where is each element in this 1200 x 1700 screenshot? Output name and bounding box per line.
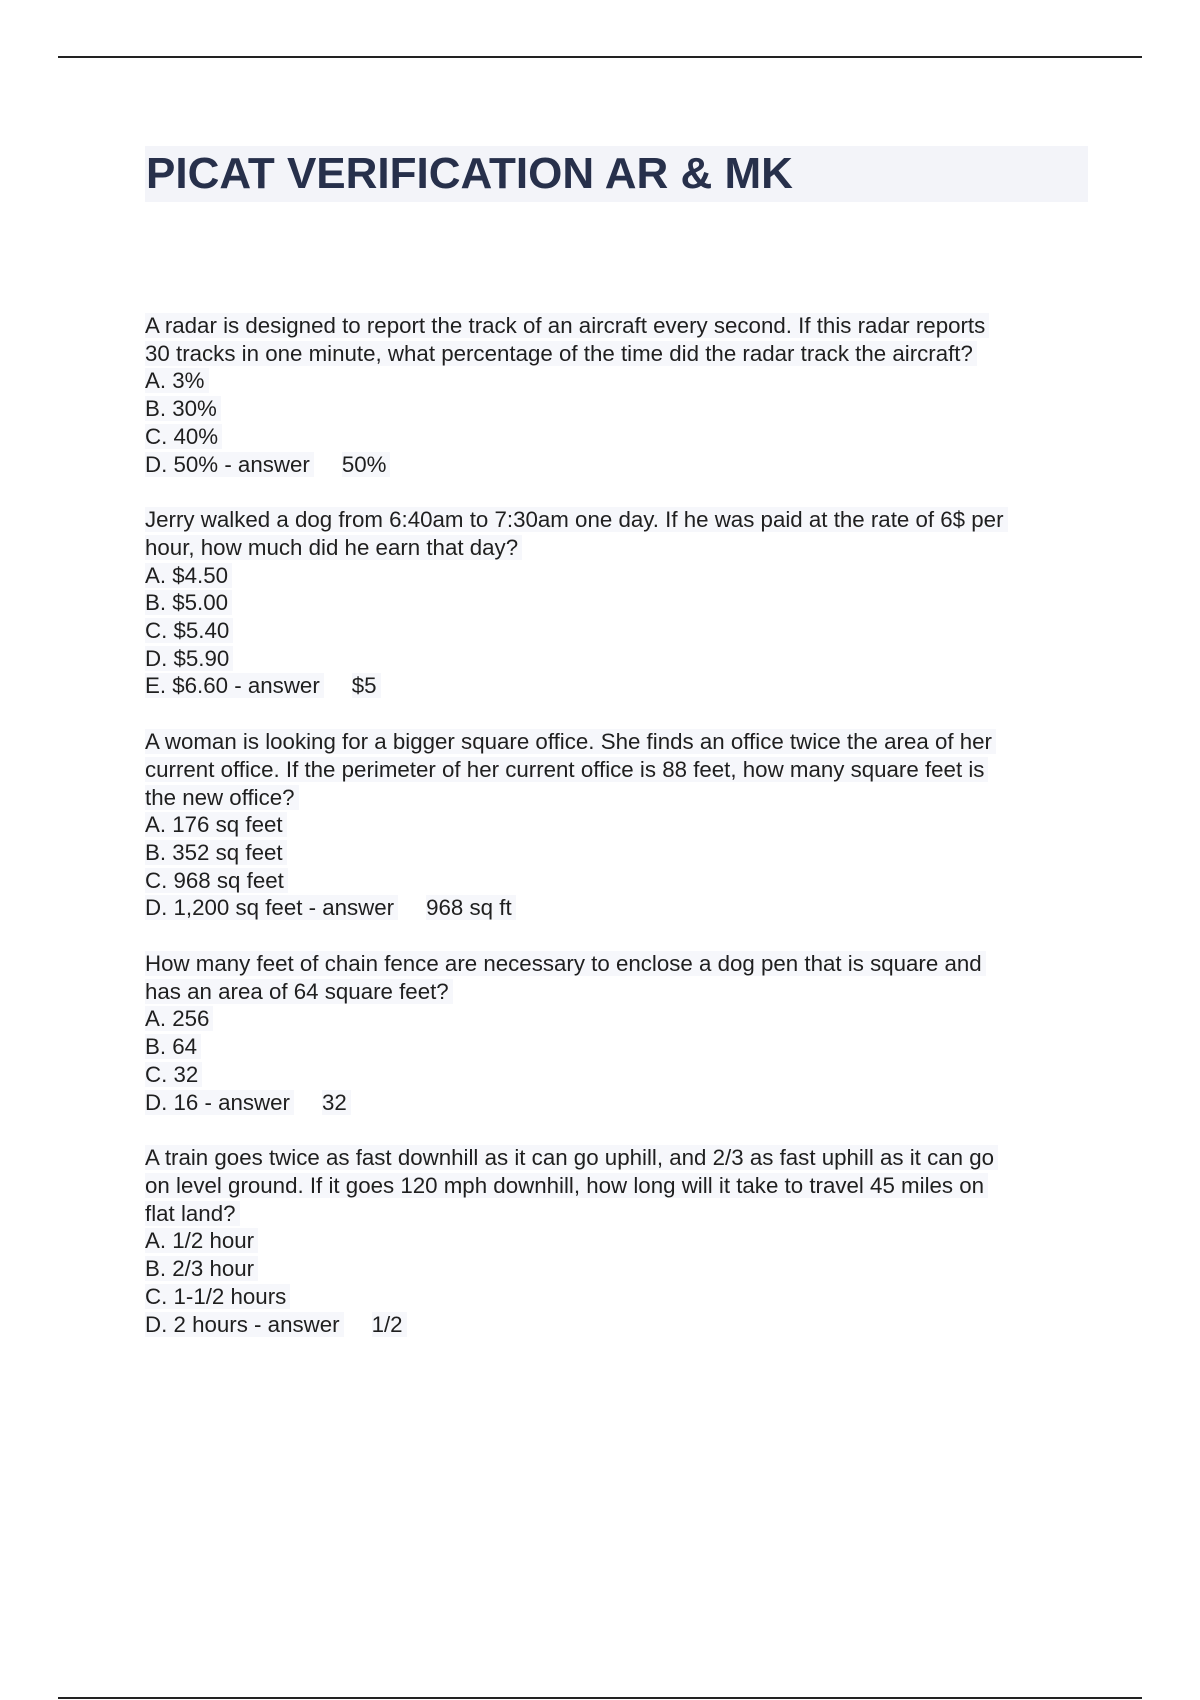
answer-option: C. 1-1/2 hours [145,1284,290,1309]
answer-option: D. 2 hours - answer [145,1312,344,1337]
questions-list [145,312,1090,1366]
question-block [145,1144,1090,1338]
answer-option: D. $5.90 [145,646,233,671]
question-text-line: flat land? [145,1201,240,1226]
correct-answer: 50% [342,452,391,477]
answer-option: D. 1,200 sq feet - answer [145,895,398,920]
correct-answer: 32 [322,1090,351,1115]
answer-option: A. 3% [145,368,209,393]
answer-option: B. 30% [145,396,221,421]
question-block [145,506,1090,700]
question-block [145,312,1090,478]
question-text-line: current office. If the perimeter of her current office is 88 feet, how many square feet is [145,757,988,782]
bottom-divider [58,1697,1142,1699]
question-text-line: Jerry walked a dog from 6:40am to 7:30am one day. If he was paid at the rate of 6$ per [145,507,1008,532]
question-text-line: A woman is looking for a bigger square office. She finds an office twice the area of her [145,729,996,754]
answer-option: C. 968 sq feet [145,868,288,893]
top-divider [58,56,1142,58]
answer-option: E. $6.60 - answer [145,673,324,698]
correct-answer: 968 sq ft [426,895,516,920]
question-text-line: A train goes twice as fast downhill as it can go uphill, and 2/3 as fast uphill as it can go [145,1145,998,1170]
answer-option: A. 176 sq feet [145,812,287,837]
answer-option: C. $5.40 [145,618,233,643]
question-text-line: has an area of 64 square feet? [145,979,453,1004]
answer-option: B. $5.00 [145,590,232,615]
question-text-line: hour, how much did he earn that day? [145,535,522,560]
page-title: PICAT VERIFICATION AR & MK [146,149,793,198]
answer-option: B. 64 [145,1034,201,1059]
answer-option: A. 256 [145,1006,213,1031]
answer-option: C. 40% [145,424,222,449]
question-block [145,950,1090,1116]
question-text-line: on level ground. If it goes 120 mph downhill, how long will it take to travel 45 miles on [145,1173,988,1198]
answer-option: B. 352 sq feet [145,840,287,865]
answer-option: A. 1/2 hour [145,1228,258,1253]
answer-option: C. 32 [145,1062,202,1087]
question-text-line: 30 tracks in one minute, what percentage of the time did the radar track the aircraft? [145,341,977,366]
answer-option: B. 2/3 hour [145,1256,258,1281]
answer-option: D. 50% - answer [145,452,314,477]
question-text-line: A radar is designed to report the track of an aircraft every second. If this radar reports [145,313,989,338]
question-block [145,728,1090,922]
correct-answer: 1/2 [372,1312,407,1337]
question-text-line: the new office? [145,785,299,810]
answer-option: A. $4.50 [145,563,232,588]
question-text-line: How many feet of chain fence are necessary to enclose a dog pen that is square and [145,951,986,976]
answer-option: D. 16 - answer [145,1090,294,1115]
correct-answer: $5 [352,673,381,698]
